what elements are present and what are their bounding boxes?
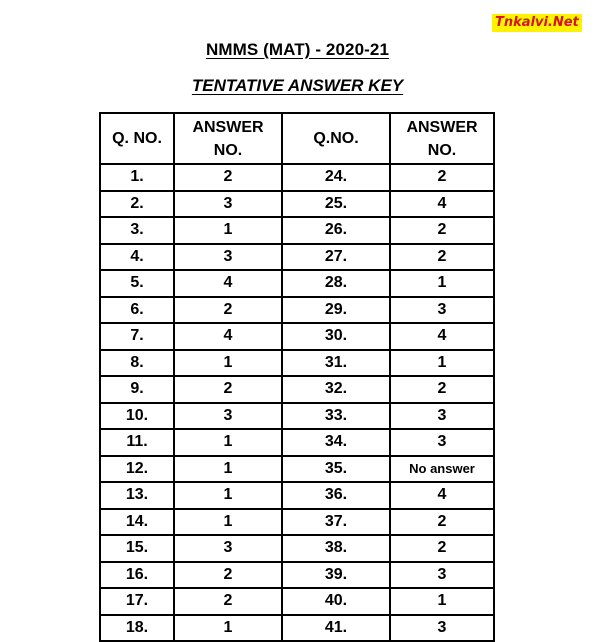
table-row (100, 270, 494, 297)
answer-cell: 3 (390, 297, 494, 324)
question-number-cell: 25. (282, 191, 390, 218)
answer-cell: 2 (174, 297, 282, 324)
table-header-row (100, 113, 494, 164)
answer-cell: No answer (390, 456, 494, 483)
question-number-cell: 30. (282, 323, 390, 350)
table-row (100, 403, 494, 430)
table-row (100, 509, 494, 536)
question-number-cell: 5. (100, 270, 174, 297)
table-row (100, 456, 494, 483)
header-label: NO. (427, 141, 457, 159)
answer-cell: 2 (390, 509, 494, 536)
question-number-cell: 2. (100, 191, 174, 218)
answer-cell: 4 (390, 482, 494, 509)
question-number-cell: 37. (282, 509, 390, 536)
table-row (100, 164, 494, 191)
table-row (100, 376, 494, 403)
answer-cell: 2 (174, 562, 282, 589)
table-row (100, 588, 494, 615)
question-number-cell: 18. (100, 615, 174, 642)
header-label: NO. (213, 141, 243, 159)
answer-cell: 1 (390, 350, 494, 377)
header-question-number-1 (100, 113, 174, 164)
answer-cell: 2 (174, 588, 282, 615)
answer-cell: 3 (174, 191, 282, 218)
table-row (100, 244, 494, 271)
question-number-cell: 12. (100, 456, 174, 483)
answer-rows (100, 164, 494, 641)
question-number-cell: 32. (282, 376, 390, 403)
header-label: ANSWER (406, 118, 478, 136)
table-row (100, 615, 494, 642)
question-number-cell: 33. (282, 403, 390, 430)
header-answer-number-1 (174, 113, 282, 164)
answer-cell: 1 (174, 615, 282, 642)
answer-cell: 3 (390, 429, 494, 456)
question-number-cell: 11. (100, 429, 174, 456)
question-number-cell: 10. (100, 403, 174, 430)
answer-cell: 2 (390, 244, 494, 271)
answer-cell: 4 (390, 191, 494, 218)
question-number-cell: 8. (100, 350, 174, 377)
answer-cell: 4 (390, 323, 494, 350)
question-number-cell: 6. (100, 297, 174, 324)
answer-cell: 2 (390, 217, 494, 244)
answer-cell: 1 (390, 588, 494, 615)
answer-cell: 3 (174, 244, 282, 271)
question-number-cell: 27. (282, 244, 390, 271)
page-title: NMMS (MAT) - 2020-21 (205, 40, 390, 59)
question-number-cell: 34. (282, 429, 390, 456)
header-label: Q.NO. (313, 130, 359, 147)
answer-cell: 2 (174, 376, 282, 403)
header-label: ANSWER (192, 118, 264, 136)
table-row (100, 217, 494, 244)
header-answer-number-2 (390, 113, 494, 164)
answer-cell: 1 (174, 482, 282, 509)
question-number-cell: 29. (282, 297, 390, 324)
question-number-cell: 13. (100, 482, 174, 509)
answer-cell: 2 (174, 164, 282, 191)
question-number-cell: 15. (100, 535, 174, 562)
question-number-cell: 17. (100, 588, 174, 615)
table-row (100, 535, 494, 562)
table-row (100, 429, 494, 456)
question-number-cell: 14. (100, 509, 174, 536)
answer-cell: 3 (174, 535, 282, 562)
question-number-cell: 41. (282, 615, 390, 642)
table-row (100, 562, 494, 589)
header-label: Q. NO. (112, 130, 162, 147)
question-number-cell: 1. (100, 164, 174, 191)
question-number-cell: 9. (100, 376, 174, 403)
answer-cell: 3 (390, 403, 494, 430)
site-logo: Tnkalvi.Net (492, 14, 582, 32)
question-number-cell: 26. (282, 217, 390, 244)
answer-cell: 3 (390, 562, 494, 589)
question-number-cell: 36. (282, 482, 390, 509)
question-number-cell: 24. (282, 164, 390, 191)
question-number-cell: 38. (282, 535, 390, 562)
question-number-cell: 16. (100, 562, 174, 589)
answer-key-table (99, 112, 495, 642)
answer-cell: 2 (390, 535, 494, 562)
question-number-cell: 31. (282, 350, 390, 377)
answer-cell: 3 (174, 403, 282, 430)
table-row (100, 482, 494, 509)
answer-cell: 1 (174, 217, 282, 244)
answer-cell: 1 (390, 270, 494, 297)
table-row (100, 323, 494, 350)
answer-cell: 1 (174, 350, 282, 377)
answer-cell: 2 (390, 376, 494, 403)
question-number-cell: 40. (282, 588, 390, 615)
question-number-cell: 35. (282, 456, 390, 483)
question-number-cell: 39. (282, 562, 390, 589)
question-number-cell: 3. (100, 217, 174, 244)
question-number-cell: 4. (100, 244, 174, 271)
answer-cell: 1 (174, 429, 282, 456)
answer-cell: 1 (174, 456, 282, 483)
table-row (100, 350, 494, 377)
table-row (100, 297, 494, 324)
answer-cell: 4 (174, 323, 282, 350)
question-number-cell: 7. (100, 323, 174, 350)
answer-cell: 3 (390, 615, 494, 642)
table-row (100, 191, 494, 218)
answer-cell: 1 (174, 509, 282, 536)
header-question-number-2 (282, 113, 390, 164)
question-number-cell: 28. (282, 270, 390, 297)
answer-cell: 4 (174, 270, 282, 297)
answer-cell: 2 (390, 164, 494, 191)
page-subtitle: TENTATIVE ANSWER KEY (191, 76, 404, 95)
